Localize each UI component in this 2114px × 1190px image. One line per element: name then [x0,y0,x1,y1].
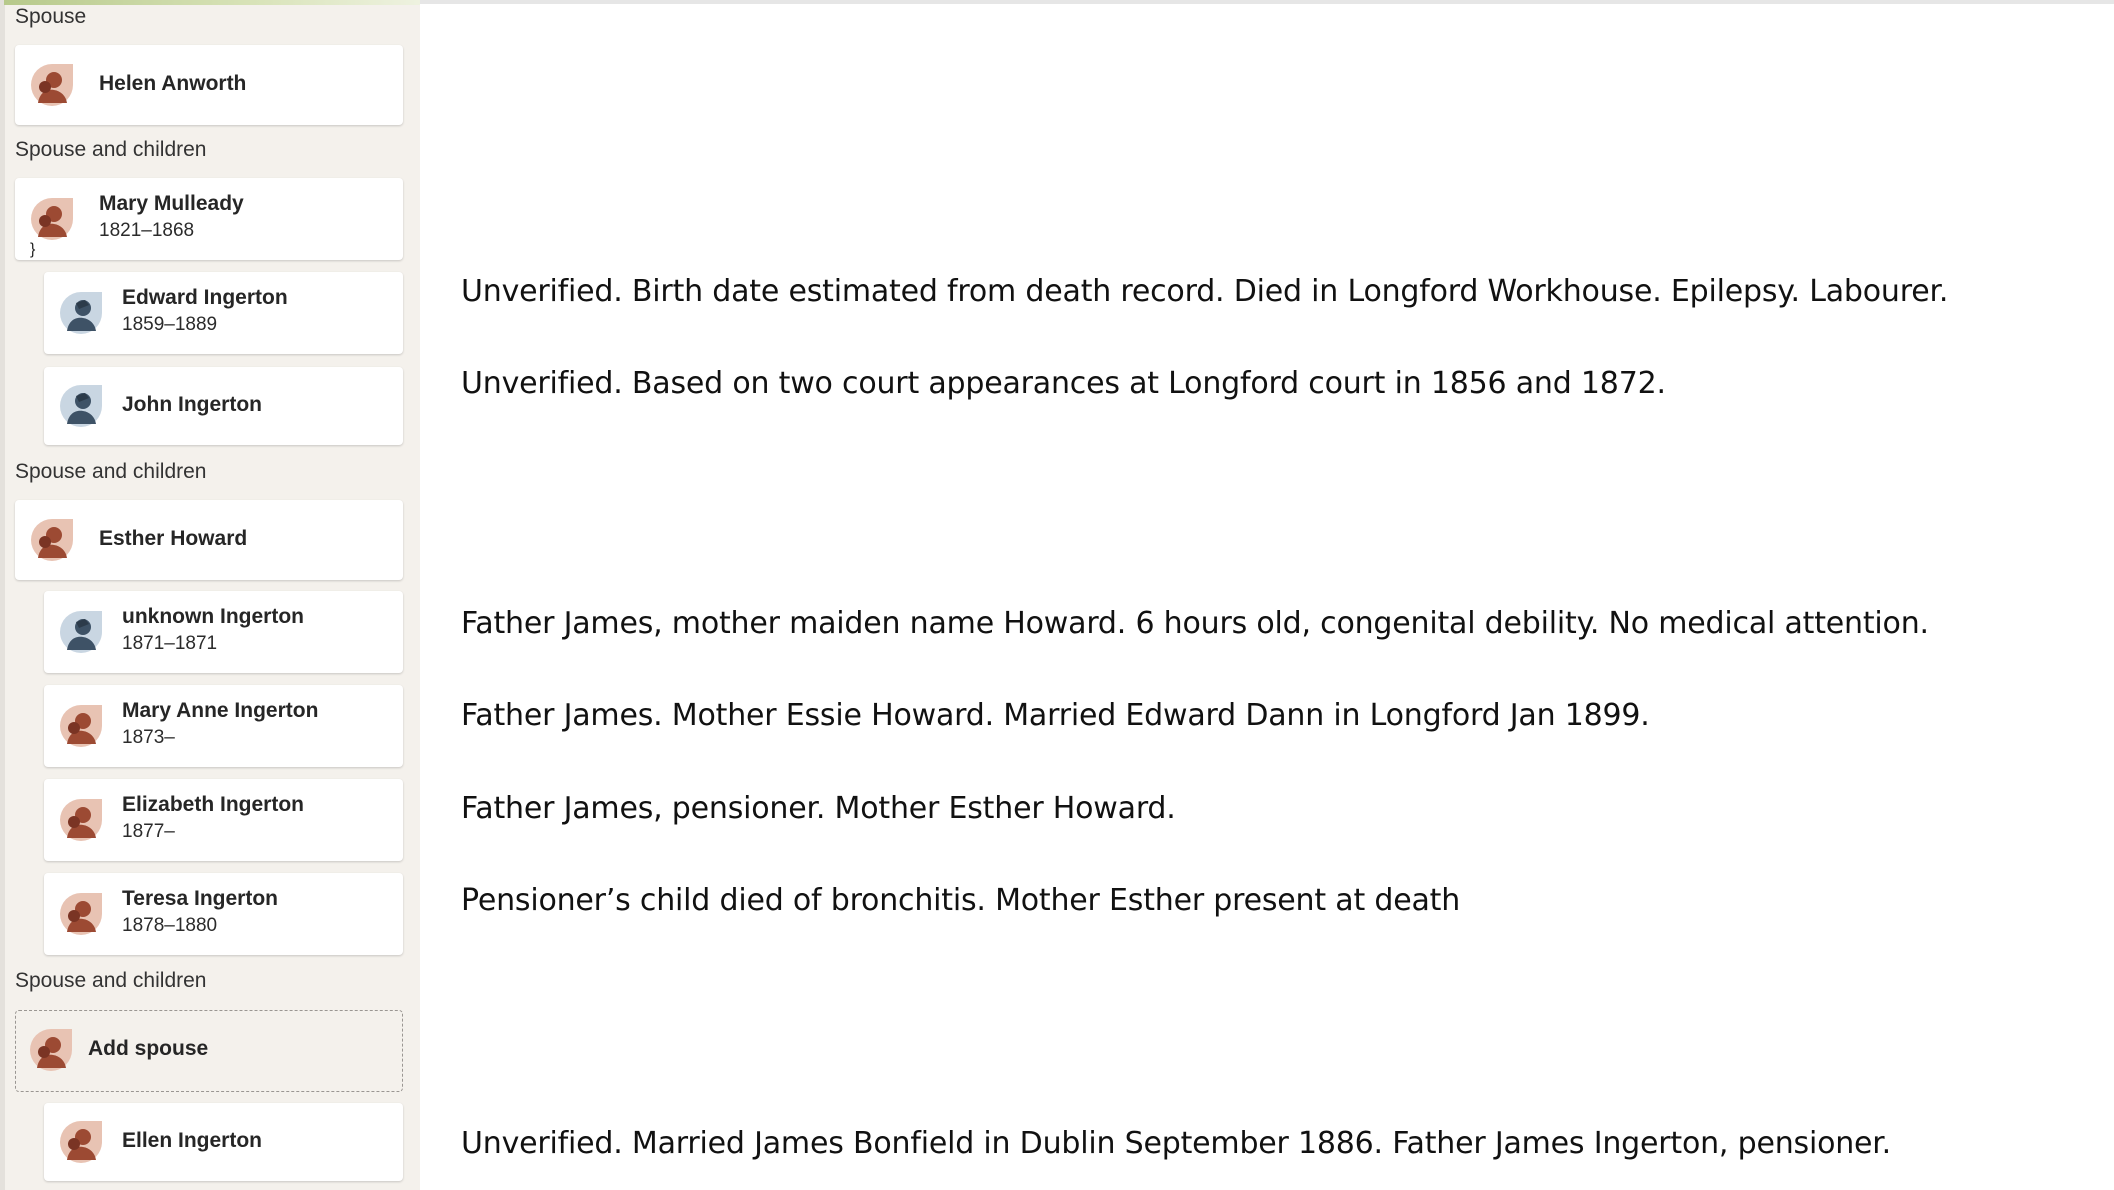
male-avatar-icon [59,384,103,428]
section-spouse-and-children: Spouse and children [15,460,207,483]
person-card-mary-mulleady[interactable] [15,178,403,260]
note-teresa-ingerton: Pensioner’s child died of bronchitis. Mother Esther present at death [461,883,1461,918]
person-card-helen-anworth[interactable] [15,45,403,125]
person-name: Mary Anne Ingerton [122,699,319,722]
person-name: Esther Howard [99,527,248,550]
sidebar-top-accent [4,0,420,5]
person-name: Elizabeth Ingerton [122,793,305,816]
add-spouse-button[interactable] [15,1010,403,1092]
note-unknown-ingerton: Father James, mother maiden name Howard. 6 hours old, congenital debility. No medical attention. [461,606,1929,641]
person-card-esther-howard[interactable] [15,500,403,580]
person-name: John Ingerton [122,393,262,416]
person-dates: 1873– [122,727,175,748]
section-spouse-and-children: Spouse and children [15,138,207,161]
female-avatar-icon [59,704,103,748]
female-avatar-icon: } [30,197,74,241]
note-edward-ingerton: Unverified. Birth date estimated from death record. Died in Longford Workhouse. Epilepsy. Labourer. [461,274,1949,309]
note-john-ingerton: Unverified. Based on two court appearances at Longford court in 1856 and 1872. [461,366,1666,401]
person-name: Edward Ingerton [122,286,288,309]
person-card-mary-anne-ingerton[interactable] [44,685,403,767]
person-dates: 1859–1889 [122,314,218,335]
person-dates: 1871–1871 [122,633,218,654]
female-avatar-icon [59,798,103,842]
person-card-unknown-ingerton[interactable] [44,591,403,673]
female-avatar-icon [59,1120,103,1164]
female-avatar-icon [30,63,74,107]
person-card-john-ingerton[interactable] [44,367,403,445]
female-avatar-icon [29,1028,73,1072]
person-name: Helen Anworth [99,72,247,95]
person-card-elizabeth-ingerton[interactable] [44,779,403,861]
note-ellen-ingerton: Unverified. Married James Bonfield in Dublin September 1886. Father James Ingerton, pensioner. [461,1126,1892,1161]
add-spouse-label: Add spouse [88,1037,209,1060]
male-avatar-icon [59,610,103,654]
person-name: unknown Ingerton [122,605,304,628]
person-card-teresa-ingerton[interactable] [44,873,403,955]
family-sidebar [5,5,420,1190]
female-avatar-icon [30,518,74,562]
note-mary-anne-ingerton: Father James. Mother Essie Howard. Married Edward Dann in Longford Jan 1899. [461,698,1650,733]
person-card-edward-ingerton[interactable] [44,272,403,354]
note-elizabeth-ingerton: Father James, pensioner. Mother Esther Howard. [461,791,1176,826]
person-dates: 1878–1880 [122,915,218,936]
female-avatar-icon [59,892,103,936]
section-spouse-and-children: Spouse and children [15,969,207,992]
section-spouse: Spouse [15,5,87,28]
male-avatar-icon [59,291,103,335]
person-dates: 1877– [122,821,175,842]
person-name: Mary Mulleady [99,192,244,215]
person-card-ellen-ingerton[interactable] [44,1103,403,1181]
person-name: Teresa Ingerton [122,887,278,910]
person-name: Ellen Ingerton [122,1129,263,1152]
person-dates: 1821–1868 [99,220,195,241]
